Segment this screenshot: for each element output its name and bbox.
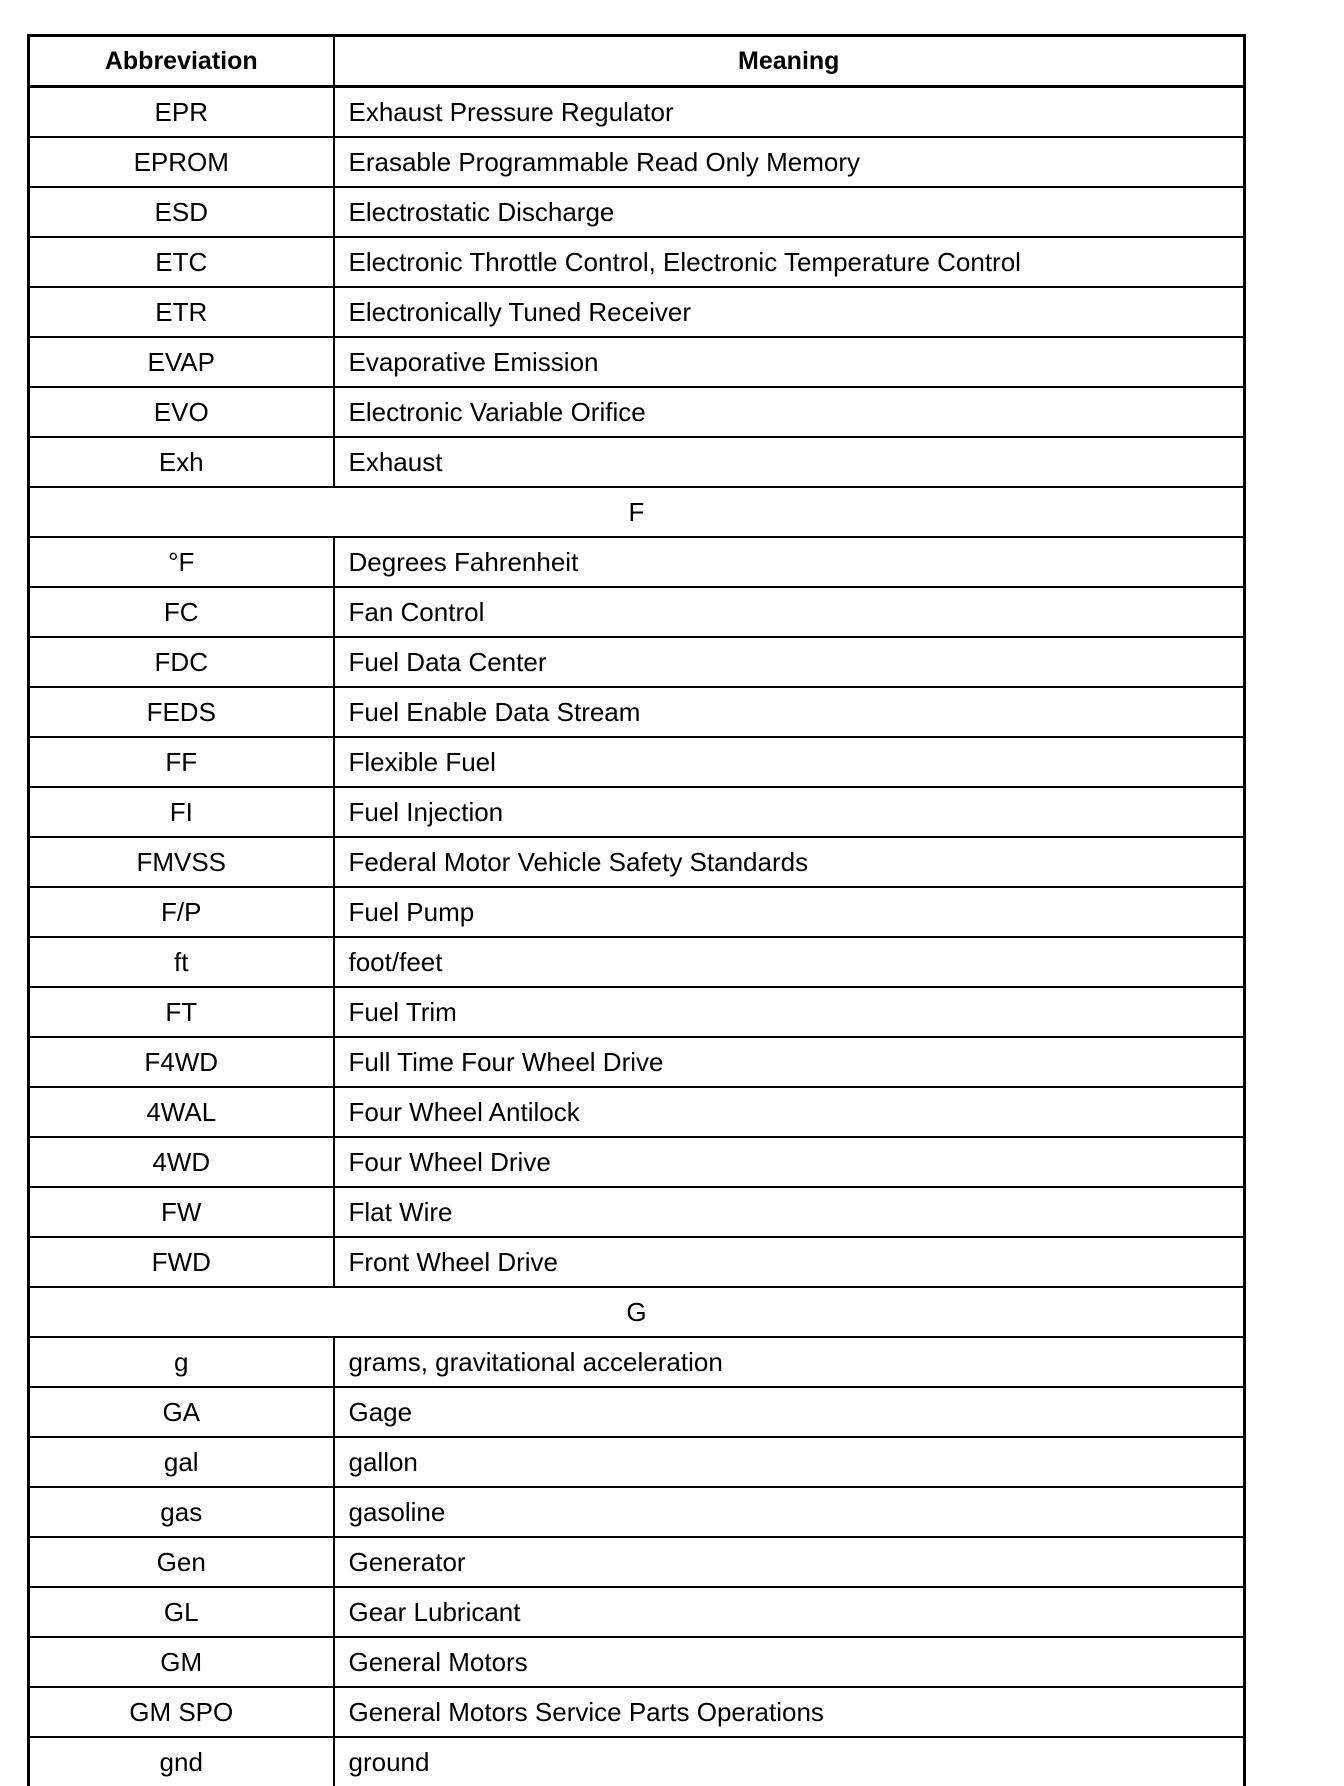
abbreviation-cell: GM SPO bbox=[29, 1687, 334, 1737]
table-row bbox=[29, 137, 1245, 187]
table-row bbox=[29, 637, 1245, 687]
abbreviation-cell: Gen bbox=[29, 1537, 334, 1587]
table-row bbox=[29, 937, 1245, 987]
abbreviation-cell: EVO bbox=[29, 387, 334, 437]
meaning-cell: Fuel Enable Data Stream bbox=[334, 687, 1245, 737]
table-row bbox=[29, 387, 1245, 437]
table-row bbox=[29, 287, 1245, 337]
abbreviation-cell: F/P bbox=[29, 887, 334, 937]
table-row bbox=[29, 1437, 1245, 1487]
table-body bbox=[29, 87, 1245, 1786]
meaning-cell: General Motors Service Parts Operations bbox=[334, 1687, 1245, 1737]
meaning-cell: ground bbox=[334, 1737, 1245, 1786]
table-row bbox=[29, 237, 1245, 287]
abbreviation-cell: ft bbox=[29, 937, 334, 987]
meaning-cell: Generator bbox=[334, 1537, 1245, 1587]
table-row bbox=[29, 1587, 1245, 1637]
table-row bbox=[29, 337, 1245, 387]
meaning-cell: Gage bbox=[334, 1387, 1245, 1437]
meaning-cell: Full Time Four Wheel Drive bbox=[334, 1037, 1245, 1087]
table-row bbox=[29, 1537, 1245, 1587]
abbreviation-cell: EPROM bbox=[29, 137, 334, 187]
table-row bbox=[29, 437, 1245, 487]
table-row bbox=[29, 1387, 1245, 1437]
table-row bbox=[29, 187, 1245, 237]
abbreviation-cell: FF bbox=[29, 737, 334, 787]
abbreviation-cell: Exh bbox=[29, 437, 334, 487]
meaning-cell: Fan Control bbox=[334, 587, 1245, 637]
table-row bbox=[29, 1487, 1245, 1537]
table-row bbox=[29, 837, 1245, 887]
meaning-cell: grams, gravitational acceleration bbox=[334, 1337, 1245, 1387]
table-row bbox=[29, 1037, 1245, 1087]
meaning-cell: Fuel Trim bbox=[334, 987, 1245, 1037]
abbreviation-cell: gnd bbox=[29, 1737, 334, 1786]
abbreviation-cell: FI bbox=[29, 787, 334, 837]
table-row bbox=[29, 737, 1245, 787]
abbreviation-cell: ETR bbox=[29, 287, 334, 337]
table-header-row bbox=[29, 36, 1245, 87]
meaning-cell: Federal Motor Vehicle Safety Standards bbox=[334, 837, 1245, 887]
table-row bbox=[29, 687, 1245, 737]
meaning-cell: Erasable Programmable Read Only Memory bbox=[334, 137, 1245, 187]
abbreviation-cell: F4WD bbox=[29, 1037, 334, 1087]
meaning-cell: gallon bbox=[334, 1437, 1245, 1487]
meaning-cell: Electronically Tuned Receiver bbox=[334, 287, 1245, 337]
meaning-cell: gasoline bbox=[334, 1487, 1245, 1537]
meaning-cell: Fuel Injection bbox=[334, 787, 1245, 837]
table-row bbox=[29, 1187, 1245, 1237]
table-row bbox=[29, 1637, 1245, 1687]
section-header-row bbox=[29, 1287, 1245, 1337]
meaning-cell: General Motors bbox=[334, 1637, 1245, 1687]
meaning-cell: foot/feet bbox=[334, 937, 1245, 987]
abbreviation-cell: ETC bbox=[29, 237, 334, 287]
table-row bbox=[29, 537, 1245, 587]
abbreviation-cell: °F bbox=[29, 537, 334, 587]
table-row bbox=[29, 1337, 1245, 1387]
table-row bbox=[29, 1237, 1245, 1287]
meaning-cell: Gear Lubricant bbox=[334, 1587, 1245, 1637]
abbreviation-cell: FW bbox=[29, 1187, 334, 1237]
abbreviation-cell: FMVSS bbox=[29, 837, 334, 887]
abbreviation-table bbox=[27, 34, 1246, 1786]
abbreviation-cell: EPR bbox=[29, 87, 334, 138]
abbreviation-cell: FT bbox=[29, 987, 334, 1037]
abbreviation-cell: FDC bbox=[29, 637, 334, 687]
meaning-cell: Degrees Fahrenheit bbox=[334, 537, 1245, 587]
section-letter: F bbox=[29, 487, 1245, 537]
abbreviation-cell: FC bbox=[29, 587, 334, 637]
table-row bbox=[29, 887, 1245, 937]
abbreviation-cell: GA bbox=[29, 1387, 334, 1437]
table-row bbox=[29, 1137, 1245, 1187]
table-row bbox=[29, 1737, 1245, 1786]
meaning-cell: Flat Wire bbox=[334, 1187, 1245, 1237]
header-abbreviation: Abbreviation bbox=[29, 36, 334, 87]
meaning-cell: Exhaust Pressure Regulator bbox=[334, 87, 1245, 138]
abbreviation-cell: 4WD bbox=[29, 1137, 334, 1187]
meaning-cell: Exhaust bbox=[334, 437, 1245, 487]
abbreviation-cell: gas bbox=[29, 1487, 334, 1537]
abbreviation-cell: g bbox=[29, 1337, 334, 1387]
table-row bbox=[29, 587, 1245, 637]
abbreviation-cell: FWD bbox=[29, 1237, 334, 1287]
abbreviation-cell: GL bbox=[29, 1587, 334, 1637]
abbreviation-cell: EVAP bbox=[29, 337, 334, 387]
section-header-row bbox=[29, 487, 1245, 537]
abbreviation-cell: 4WAL bbox=[29, 1087, 334, 1137]
meaning-cell: Evaporative Emission bbox=[334, 337, 1245, 387]
abbreviation-cell: FEDS bbox=[29, 687, 334, 737]
table-row bbox=[29, 1687, 1245, 1737]
table-row bbox=[29, 87, 1245, 138]
abbreviation-cell: ESD bbox=[29, 187, 334, 237]
meaning-cell: Electronic Variable Orifice bbox=[334, 387, 1245, 437]
meaning-cell: Electronic Throttle Control, Electronic Temperature Control bbox=[334, 237, 1245, 287]
section-letter: G bbox=[29, 1287, 1245, 1337]
meaning-cell: Four Wheel Antilock bbox=[334, 1087, 1245, 1137]
table-row bbox=[29, 787, 1245, 837]
table-row bbox=[29, 1087, 1245, 1137]
table-row bbox=[29, 987, 1245, 1037]
abbreviation-cell: GM bbox=[29, 1637, 334, 1687]
abbreviation-cell: gal bbox=[29, 1437, 334, 1487]
header-meaning: Meaning bbox=[334, 36, 1245, 87]
meaning-cell: Fuel Pump bbox=[334, 887, 1245, 937]
meaning-cell: Electrostatic Discharge bbox=[334, 187, 1245, 237]
meaning-cell: Four Wheel Drive bbox=[334, 1137, 1245, 1187]
meaning-cell: Front Wheel Drive bbox=[334, 1237, 1245, 1287]
meaning-cell: Flexible Fuel bbox=[334, 737, 1245, 787]
meaning-cell: Fuel Data Center bbox=[334, 637, 1245, 687]
